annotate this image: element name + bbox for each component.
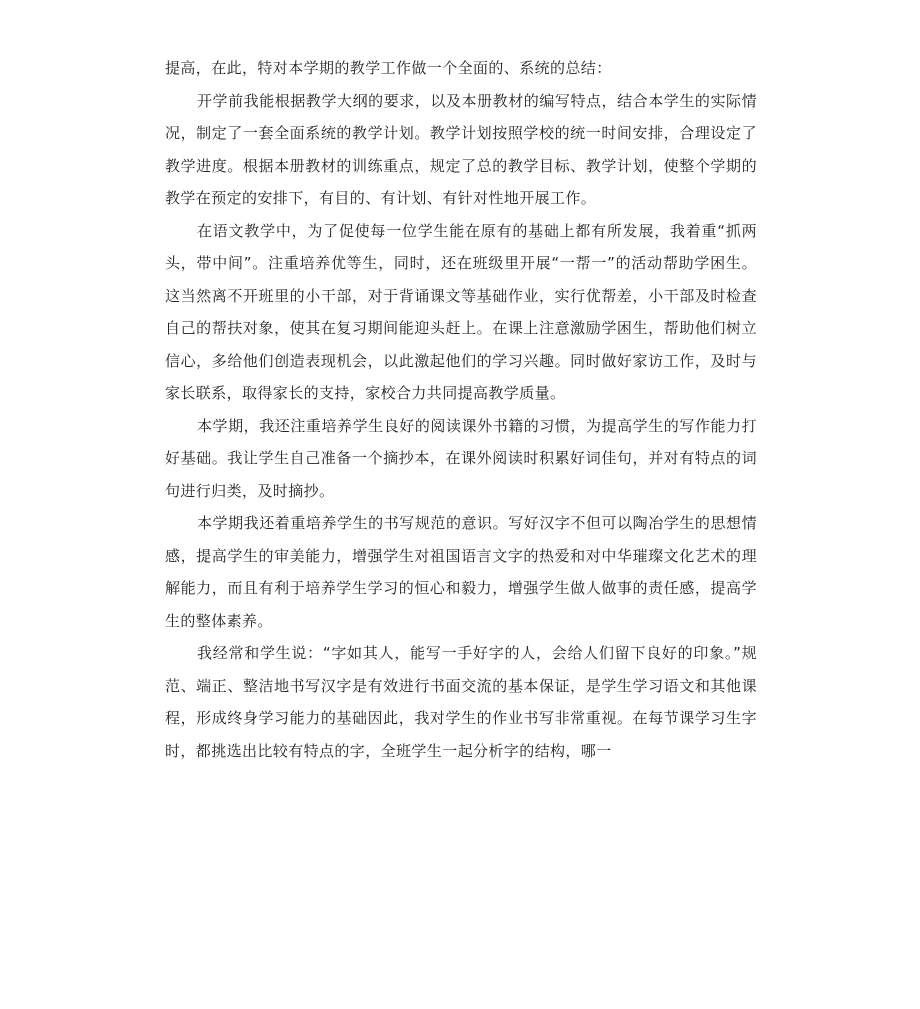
document-body <box>165 52 757 767</box>
paragraph-writing-standards: 本学期我还着重培养学生的书写规范的意识。写好汉字不但可以陶冶学生的思想情感，提高学生的审美能力，增强学生对祖国语言文字的热爱和对中华璀璨文化艺术的理解能力，而且有利于培养学生学习的恒心和毅力，增强学生做人做事的责任感，提高学生的整体素养。 <box>165 514 757 630</box>
paragraph-chinese-teaching: 在语文教学中，为了促使每一位学生能在原有的基础上都有所发展，我着重“抓两头，带中间”。注重培养优等生，同时，还在班级里开展“一帮一”的活动帮助学困生。这当然离不开班里的小干部，对于背诵课文等基础作业，实行优帮差，小干部及时检查自己的帮扶对象，使其在复习期间能迎头赶上。在课上注意激励学困生，帮助他们树立信心，多给他们创造表现机会，以此激起他们的学习兴趣。同时做好家访工作，及时与家长联系，取得家长的支持，家校合力共同提高教学质量。 <box>165 221 757 402</box>
paragraph-reading-habits: 本学期，我还注重培养学生良好的阅读课外书籍的习惯，为提高学生的写作能力打好基础。我让学生自己准备一个摘抄本，在课外阅读时积累好词佳句，并对有特点的词句进行归类，及时摘抄。 <box>165 416 757 500</box>
paragraph-continuation: 提高，在此，特对本学期的教学工作做一个全面的、系统的总结： <box>165 59 612 77</box>
paragraph-handwriting: 我经常和学生说：“字如其人，能写一手好字的人，会给人们留下良好的印象。”规范、端正、整洁地书写汉字是有效进行书面交流的基本保证，是学生学习语文和其他课程，形成终身学习能力的基础因此，我对学生的作业书写非常重视。在每节课学习生字时，都挑选出比较有特点的字，全班学生一起分析字的结构，哪一 <box>165 644 757 760</box>
paragraph-teaching-plan: 开学前我能根据教学大纲的要求，以及本册教材的编写特点，结合本学生的实际情况，制定了一套全面系统的教学计划。教学计划按照学校的统一时间安排，合理设定了教学进度。根据本册教材的训练重点，规定了总的教学目标、教学计划，使整个学期的教学在预定的安排下，有目的、有计划、有针对性地开展工作。 <box>165 91 757 207</box>
